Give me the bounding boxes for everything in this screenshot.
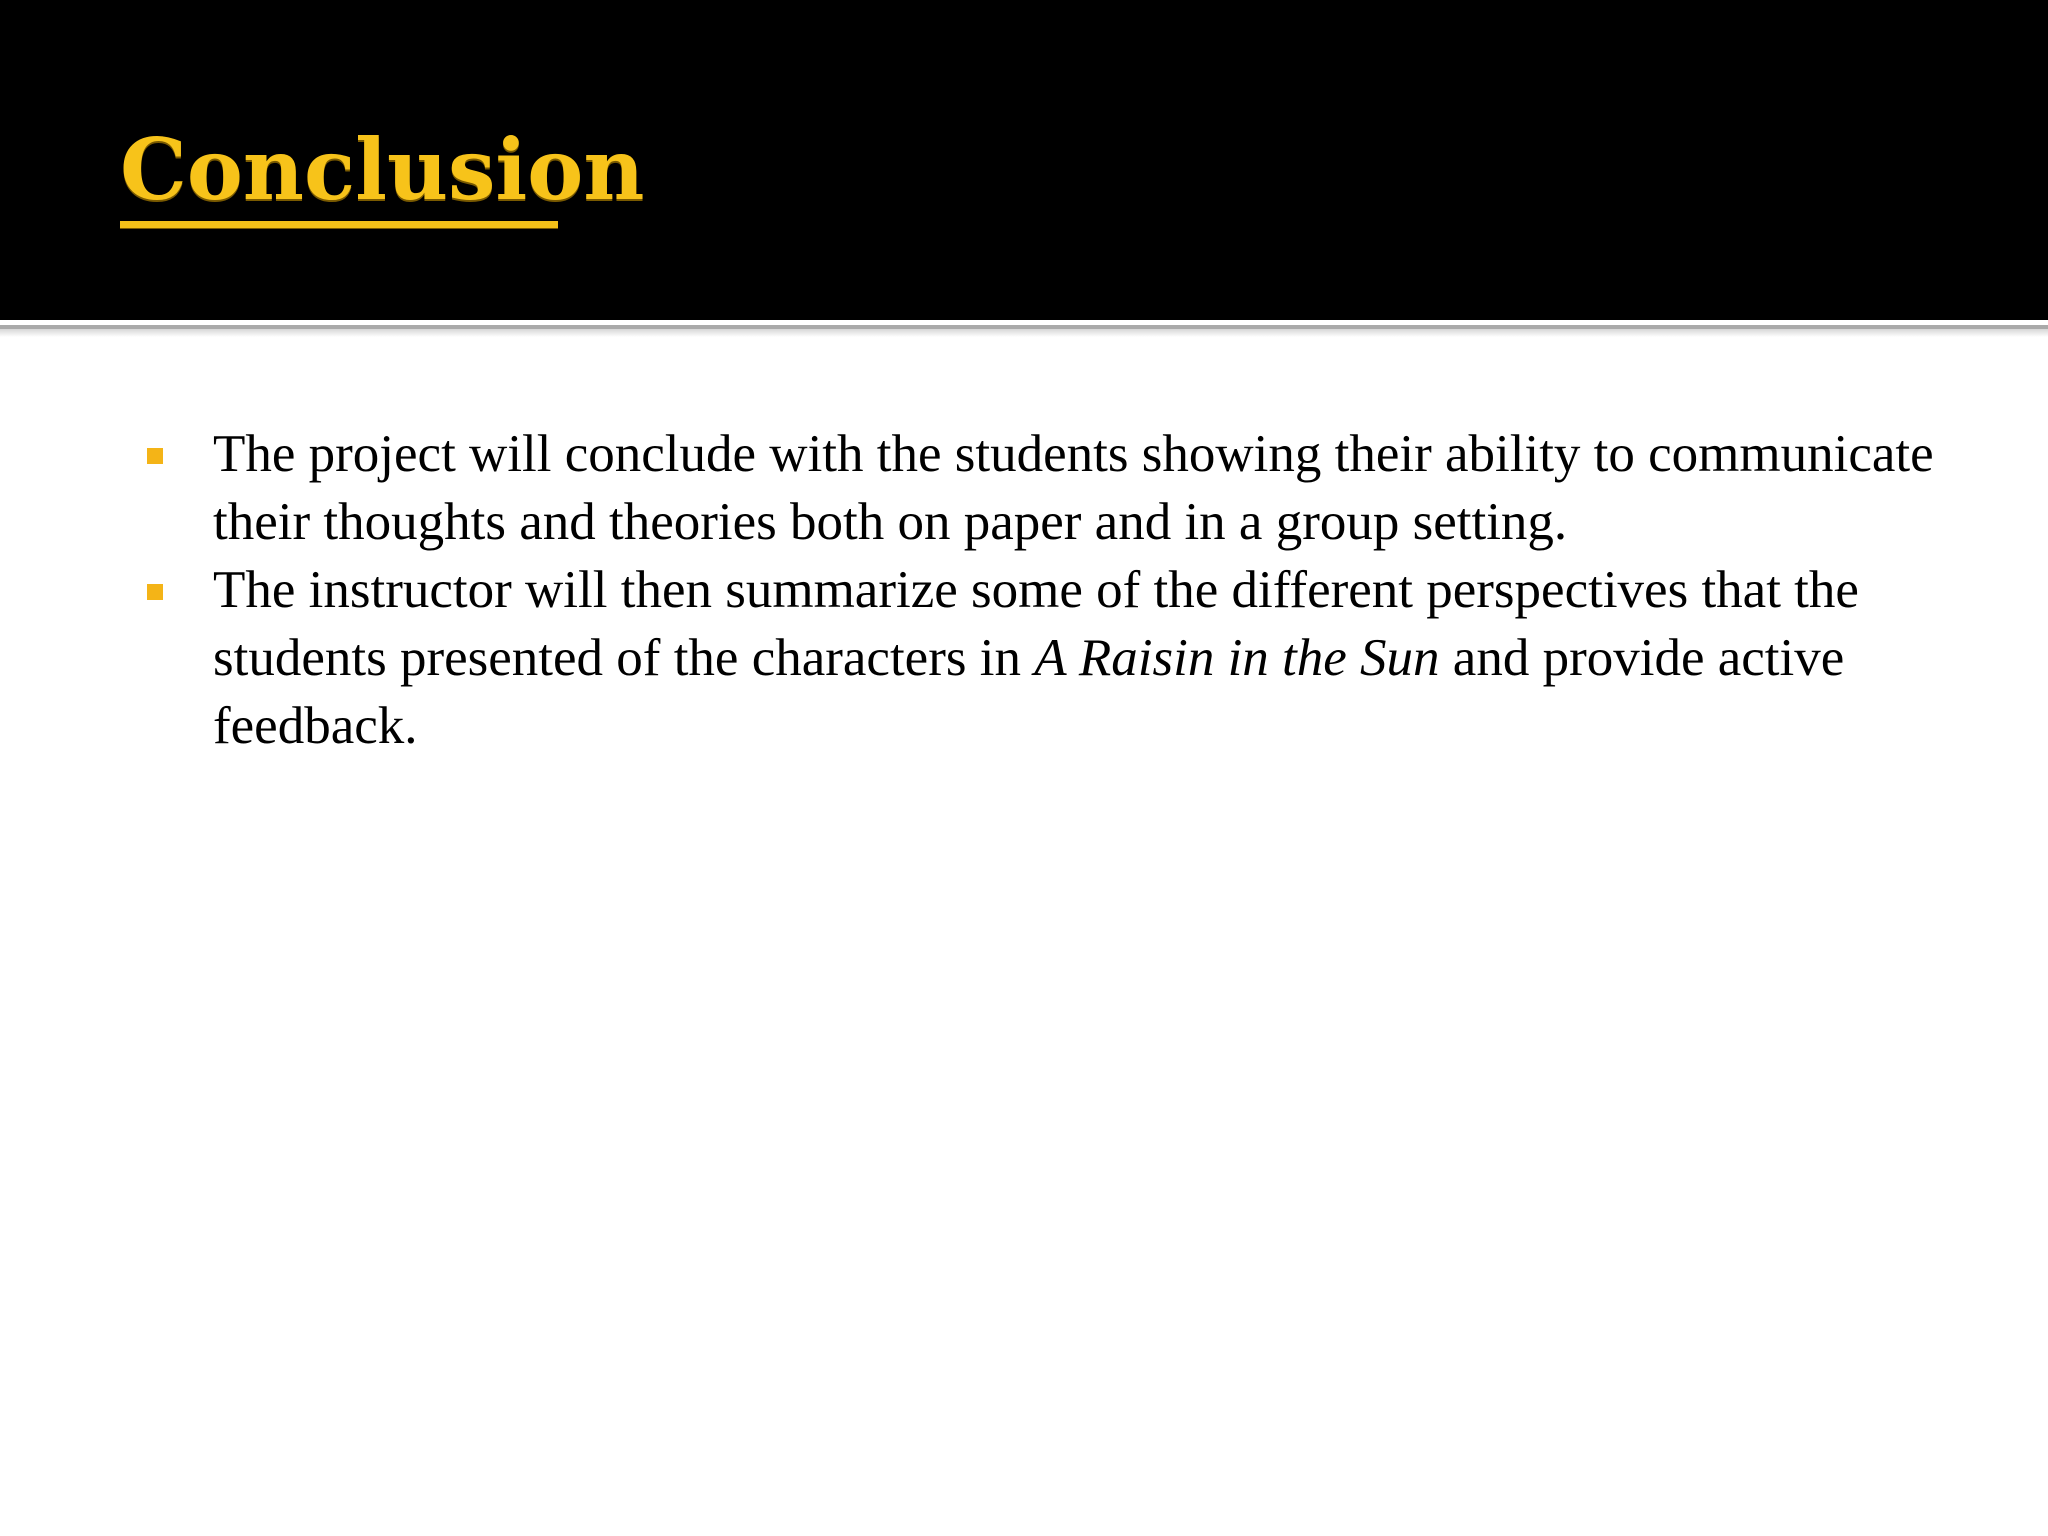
slide-content bbox=[0, 420, 2048, 760]
bullet-text: The project will conclude with the students showing their ability to communicate their thoughts and theories both on paper and in a group setting. bbox=[213, 425, 1934, 551]
square-bullet-icon bbox=[147, 448, 163, 464]
slide-title: Conclusion bbox=[120, 120, 645, 219]
title-underline bbox=[120, 221, 558, 228]
bullet-item-conclusion bbox=[0, 420, 2048, 556]
header-divider-shadow bbox=[0, 329, 2048, 337]
square-bullet-icon bbox=[147, 584, 163, 600]
bullet-text-prefix: The instructor will then summarize some of the different perspectives that the students presented of the characters in bbox=[213, 561, 1859, 687]
bullet-item-summary bbox=[0, 556, 2048, 760]
bullet-text-suffix: and provide active feedback. bbox=[213, 629, 1845, 755]
title-band bbox=[0, 0, 2048, 320]
book-title: A Raisin in the Sun bbox=[1034, 629, 1440, 687]
